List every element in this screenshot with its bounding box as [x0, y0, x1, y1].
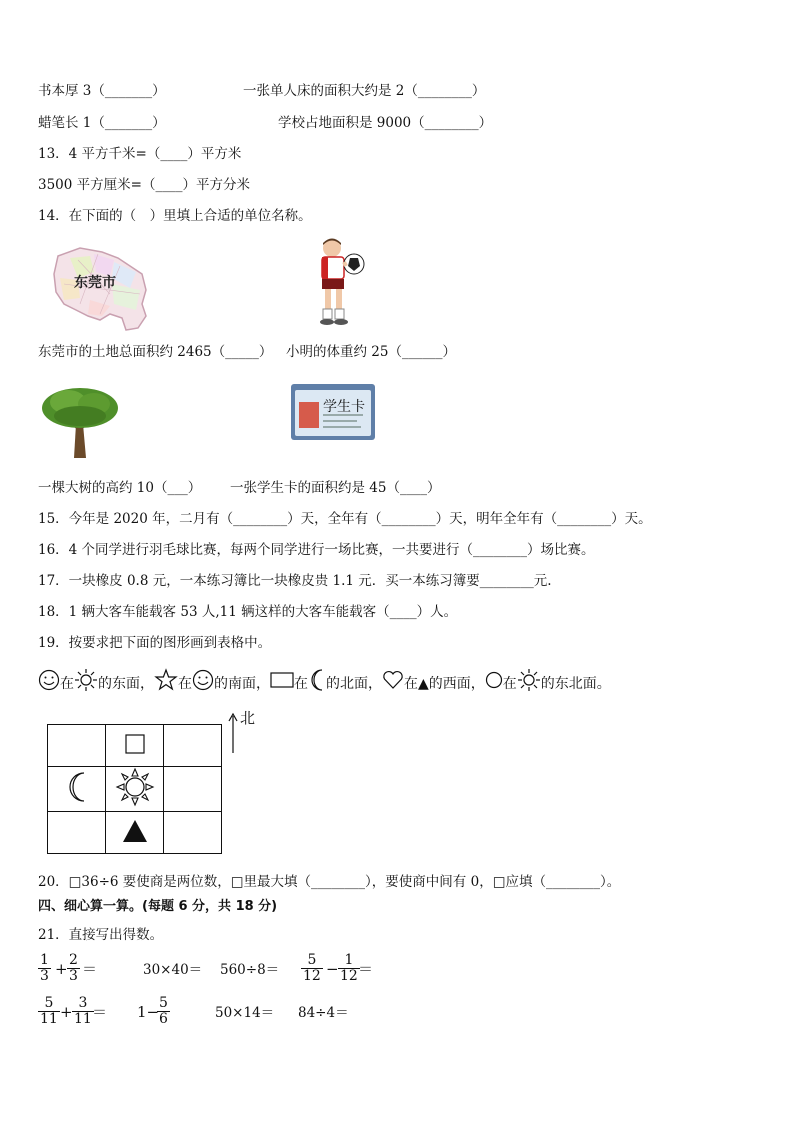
- moon-icon: [64, 771, 90, 803]
- sun-icon: [115, 767, 155, 807]
- question-14-line1b: 小明的体重约 25（______）: [286, 344, 456, 360]
- fraction-5-6: $\frac{5}{6}$: [159, 995, 168, 1027]
- line-bed-area: 一张单人床的面积大约是 2（________）: [243, 83, 486, 99]
- question-17: 17．一块橡皮 0.8 元，一本练习簿比一块橡皮贵 1.1 元．买一本练习簿要________元.: [38, 573, 552, 589]
- student-card-image: [291, 384, 375, 440]
- fraction-5-12: $\frac{5}{12}$: [303, 952, 321, 984]
- smiley-icon: [38, 669, 60, 699]
- fraction-5-11: $\frac{5}{11}$: [40, 995, 58, 1027]
- question-15: 15．今年是 2020 年，二月有（________）天，全年有（________）天，明年全年有（________）天。: [38, 511, 652, 527]
- calc-30x40: 30×40＝: [143, 962, 203, 978]
- minus-sign: −: [326, 960, 339, 978]
- question-19: 19．按要求把下面的图形画到表格中。: [38, 635, 272, 651]
- line-school-area: 学校占地面积是 9000（________）: [278, 115, 493, 131]
- question-19-instructions: 在 的东面， 在 的南面， 在 的北面， 在▲的西面， 在 的东北面。: [38, 668, 611, 700]
- grid-cell[interactable]: [48, 812, 106, 854]
- calc-84div4: 84÷4＝: [298, 1005, 349, 1021]
- heart-icon: [382, 670, 404, 698]
- fraction-2-3: $\frac{2}{3}$: [69, 952, 78, 984]
- question-18: 18．1 辆大客车能载客 53 人,11 辆这样的大客车能载客（____）人。: [38, 604, 458, 620]
- question-14: 14．在下面的（ ）里填上合适的单位名称。: [38, 208, 312, 224]
- triangle-icon: [121, 818, 149, 844]
- boy-with-ball-image: [312, 236, 368, 330]
- plus-sign: +: [55, 960, 68, 978]
- fraction-1-12: $\frac{1}{12}$: [340, 952, 358, 984]
- circle-icon: [485, 671, 503, 697]
- one-minus: 1−: [137, 1003, 160, 1021]
- map-label: 东莞市: [74, 275, 116, 291]
- moon-icon: [308, 668, 326, 700]
- question-13b: 3500 平方厘米=（____）平方分米: [38, 177, 250, 193]
- equals-sign: ＝: [358, 960, 374, 978]
- square-icon: [124, 733, 146, 755]
- north-label: 北: [240, 709, 256, 727]
- grid-cell[interactable]: [106, 767, 164, 812]
- grid-cell[interactable]: [106, 812, 164, 854]
- calc-50x14: 50×14＝: [215, 1005, 275, 1021]
- section-4-heading: 四、细心算一算。(每题 6 分，共 18 分): [38, 899, 278, 914]
- smiley-icon: [192, 669, 214, 699]
- grid-cell[interactable]: [48, 767, 106, 812]
- north-arrow-icon: [227, 712, 239, 754]
- plus-sign: +: [60, 1003, 73, 1021]
- equals-sign: ＝: [92, 1003, 108, 1021]
- student-card-label: 学生卡: [323, 399, 365, 415]
- grid-cell[interactable]: [48, 725, 106, 767]
- shape-grid: [47, 724, 222, 854]
- question-14-line1a: 东莞市的土地总面积约 2465（_____）: [38, 344, 273, 360]
- grid-cell[interactable]: [164, 725, 222, 767]
- line-book-thickness: 书本厚 3（_______）: [38, 83, 166, 99]
- question-14-line2a: 一棵大树的高约 10（___）: [38, 480, 202, 496]
- line-crayon-length: 蜡笔长 1（_______）: [38, 115, 166, 131]
- question-13a: 13．4 平方千米=（____）平方米: [38, 146, 242, 162]
- calc-560div8: 560÷8＝: [220, 962, 280, 978]
- dongguan-map-image: [50, 244, 150, 332]
- grid-cell[interactable]: [106, 725, 164, 767]
- equals-sign: ＝: [82, 960, 98, 978]
- tree-image: [40, 384, 120, 460]
- star-icon: [154, 668, 178, 700]
- question-20: 20．□36÷6 要使商是两位数，□里最大填（________），要使商中间有 0，□应填（________）。: [38, 874, 621, 890]
- question-16: 16．4 个同学进行羽毛球比赛，每两个同学进行一场比赛，一共要进行（________）场比赛。: [38, 542, 595, 558]
- fraction-3-11: $\frac{3}{11}$: [74, 995, 92, 1027]
- grid-cell[interactable]: [164, 767, 222, 812]
- fraction-1-3: $\frac{1}{3}$: [40, 952, 49, 984]
- question-14-line2b: 一张学生卡的面积约是 45（____）: [230, 480, 441, 496]
- sun-icon: [74, 668, 98, 700]
- sun-icon: [517, 668, 541, 700]
- question-21: 21．直接写出得数。: [38, 927, 164, 943]
- rectangle-icon: [270, 672, 294, 696]
- grid-cell[interactable]: [164, 812, 222, 854]
